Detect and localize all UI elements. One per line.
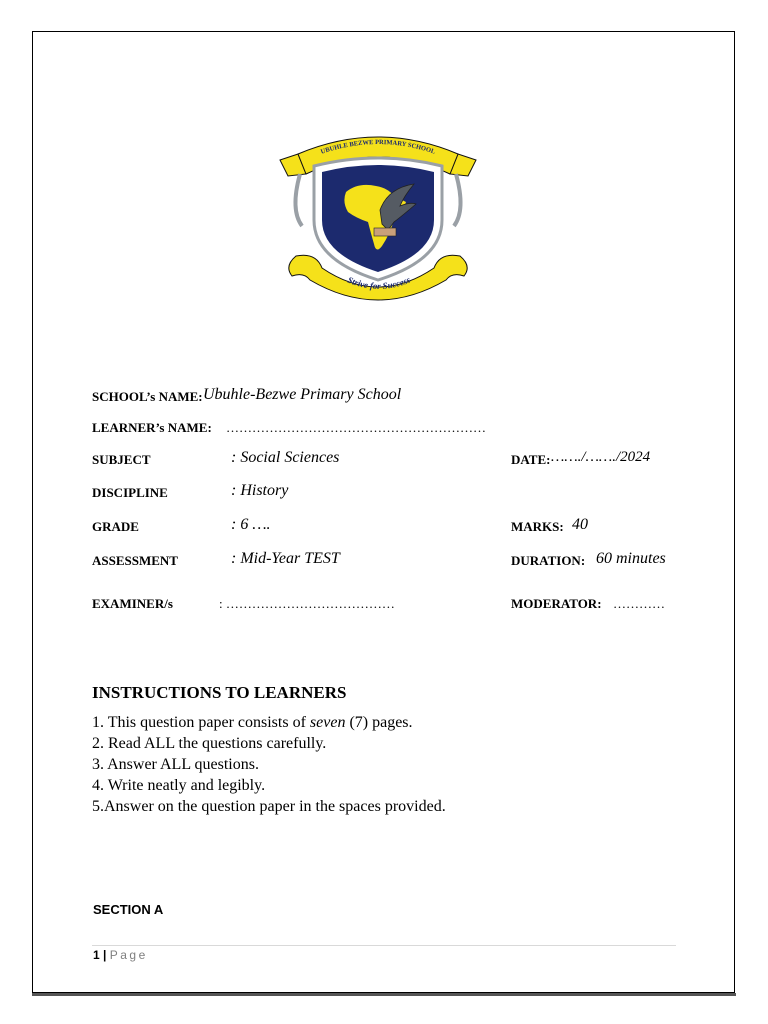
discipline-label: DISCIPLINE <box>92 485 168 500</box>
examiner-label: EXAMINER/s <box>92 596 173 611</box>
section-a-heading: SECTION A <box>93 902 164 917</box>
duration-label: DURATION: <box>511 553 586 568</box>
date-label: DATE: <box>511 452 551 467</box>
moderator-label: MODERATOR: <box>511 596 602 611</box>
subject-value: : Social Sciences <box>231 449 340 466</box>
subject-label: SUBJECT <box>92 452 151 467</box>
learner-name-label: LEARNER’s NAME: <box>92 420 212 435</box>
instruction-item-4: 4. Write neatly and legibly. <box>92 777 266 794</box>
school-name-value: Ubuhle-Bezwe Primary School <box>203 386 402 403</box>
assessment-label: ASSESSMENT <box>92 553 178 568</box>
moderator-blank: ………… <box>613 596 665 611</box>
discipline-value: : History <box>231 482 289 499</box>
page-number: 1 <box>93 948 100 962</box>
grade-label: GRADE <box>92 519 139 534</box>
page-footer <box>93 948 148 962</box>
instruction-item-1: 1. This question paper consists of seven (7) pages. <box>92 714 413 731</box>
marks-value: 40 <box>572 516 588 533</box>
bottom-rule <box>32 993 736 996</box>
school-name-label: SCHOOL’s NAME: <box>92 389 203 404</box>
crest-banner-text: UBUHLE BEZWE PRIMARY SCHOOL <box>319 138 437 156</box>
page-word: Page <box>109 948 148 962</box>
instruction-item-5: 5.Answer on the question paper in the spaces provided. <box>92 798 446 815</box>
instruction-item-3: 3. Answer ALL questions. <box>92 756 259 773</box>
grade-value: : 6 …. <box>231 516 271 533</box>
instructions-title: INSTRUCTIONS TO LEARNERS <box>92 683 347 702</box>
instruction-item-2: 2. Read ALL the questions carefully. <box>92 735 327 752</box>
learner-name-blank: …………………………………………………… <box>226 420 486 435</box>
footer-separator: | <box>103 948 107 962</box>
instructions-list <box>92 712 446 817</box>
examiner-blank: : ………………………………… <box>219 596 395 611</box>
duration-value: 60 minutes <box>596 550 666 567</box>
date-value: ……./……./2024 <box>551 449 651 465</box>
marks-label: MARKS: <box>511 519 564 534</box>
footer-rule <box>92 945 676 946</box>
school-crest-logo <box>276 130 480 310</box>
crest-motto-text: Strive for Success <box>346 274 412 292</box>
assessment-value: : Mid-Year TEST <box>231 550 340 567</box>
